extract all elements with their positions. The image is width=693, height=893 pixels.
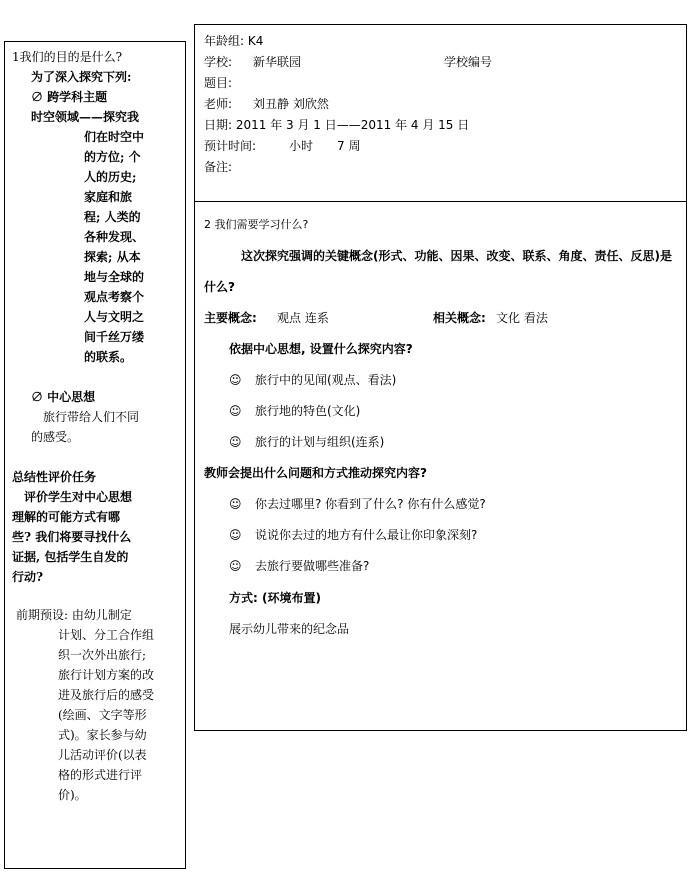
smiley-bullet-icon: ☺ <box>229 404 242 418</box>
key-concept-question-end: 什么? <box>204 280 235 294</box>
preset-line: (绘画、文字等形 <box>58 708 147 722</box>
domain-text-line: 家庭和旅 <box>84 190 133 204</box>
domain-text-line: 各种发现、 <box>84 230 145 244</box>
weeks-value: 7 周 <box>337 139 361 153</box>
teacher-names: 刘丑静 刘欣然 <box>253 97 329 111</box>
smiley-bullet-icon: ☺ <box>229 435 242 449</box>
summative-line: 行动? <box>12 570 44 584</box>
hours-label: 小时 <box>289 139 314 153</box>
preset-line: 进及旅行后的感受 <box>58 688 155 702</box>
school-name: 新华联园 <box>253 55 302 69</box>
domain-text-line: 的方位; 个 <box>84 150 141 164</box>
learning-content-panel <box>194 201 687 731</box>
question-1: 1我们的目的是什么? <box>12 50 123 64</box>
preset-line: 旅行计划方案的改 <box>58 668 155 682</box>
estimated-time-label: 预计时间: <box>204 139 257 153</box>
domain-text-line: 程; 人类的 <box>84 210 141 224</box>
domain-text-line: 们在时空中 <box>84 130 145 144</box>
preset-line: 式)。家长参与幼 <box>58 728 147 742</box>
preset-line: 织一次外出旅行; <box>58 648 147 662</box>
related-concepts-value: 文化 看法 <box>496 311 548 325</box>
central-idea-line: 的感受。 <box>31 430 80 444</box>
inquiry-item: 旅行地的特色(文化) <box>255 404 361 418</box>
inquiry-item: 旅行中的见闻(观点、看法) <box>255 373 397 387</box>
summative-line: 些? 我们将要寻找什么 <box>12 530 132 544</box>
age-group: 年龄组: K4 <box>204 34 264 48</box>
summative-line: 证据, 包括学生自发的 <box>12 550 129 564</box>
smiley-bullet-icon: ☺ <box>229 373 242 387</box>
teacher-question-heading: 教师会提出什么问题和方式推动探究内容? <box>204 466 427 480</box>
smiley-bullet-icon: ☺ <box>229 497 242 511</box>
central-idea-label: ∅ 中心思想 <box>31 390 96 404</box>
notes-label: 备注: <box>204 160 233 174</box>
school-label: 学校: <box>204 55 233 69</box>
school-number-label: 学校编号 <box>444 55 493 69</box>
preset-line: 计划、分工合作组 <box>58 628 155 642</box>
summative-line: 理解的可能方式有哪 <box>12 510 121 524</box>
central-idea-line: 旅行带给人们不同 <box>43 410 140 424</box>
transdisciplinary-theme-label: ∅ 跨学科主题 <box>31 90 108 104</box>
preset-line: 格的形式进行评 <box>58 768 143 782</box>
domain-text-line: 观点考察个 <box>84 290 145 304</box>
inquiry-content-question: 依据中心思想, 设置什么探究内容? <box>229 342 413 356</box>
info-header-panel <box>194 24 687 202</box>
teacher-question-item: 说说你去过的地方有什么最让你印象深刻? <box>255 528 478 542</box>
smiley-bullet-icon: ☺ <box>229 528 242 542</box>
left-column-panel <box>4 41 186 869</box>
teacher-label: 老师: <box>204 97 233 111</box>
smiley-bullet-icon: ☺ <box>229 559 242 573</box>
domain-line: 时空领域——探究我 <box>31 110 140 124</box>
teacher-question-item: 去旅行要做哪些准备? <box>255 559 370 573</box>
topic-label: 题目: <box>204 76 233 90</box>
domain-text-line: 的联系。 <box>84 350 133 364</box>
preset-first-line: 前期预设: 由幼儿制定 <box>16 608 132 622</box>
related-concepts-label: 相关概念: <box>433 311 486 325</box>
inquiry-item: 旅行的计划与组织(连系) <box>255 435 385 449</box>
domain-text-line: 人的历史; <box>84 170 137 184</box>
preset-line: 价)。 <box>58 788 87 802</box>
domain-text-line: 探索; 从本 <box>84 250 141 264</box>
summative-assessment-title: 总结性评价任务 <box>12 470 97 484</box>
primary-concepts-value: 观点 连系 <box>277 311 329 325</box>
date-range: 日期: 2011 年 3 月 1 日——2011 年 4 月 15 日 <box>204 118 470 132</box>
method-label: 方式: (环境布置) <box>229 591 321 605</box>
summative-line: 评价学生对中心思想 <box>24 490 133 504</box>
domain-text-line: 间千丝万缕 <box>84 330 145 344</box>
domain-text-line: 人与文明之 <box>84 310 145 324</box>
preset-line: 儿活动评价(以表 <box>58 748 147 762</box>
key-concept-question: 这次探究强调的关键概念(形式、功能、因果、改变、联系、角度、责任、反思)是 <box>241 249 672 263</box>
domain-text-line: 地与全球的 <box>84 270 145 284</box>
primary-concepts-label: 主要概念: <box>204 311 257 325</box>
deep-inquiry-intro: 为了深入探究下列: <box>31 70 132 84</box>
question-2: 2 我们需要学习什么? <box>204 218 309 231</box>
method-value: 展示幼儿带来的纪念品 <box>229 622 350 636</box>
teacher-question-item: 你去过哪里? 你看到了什么? 你有什么感觉? <box>255 497 486 511</box>
